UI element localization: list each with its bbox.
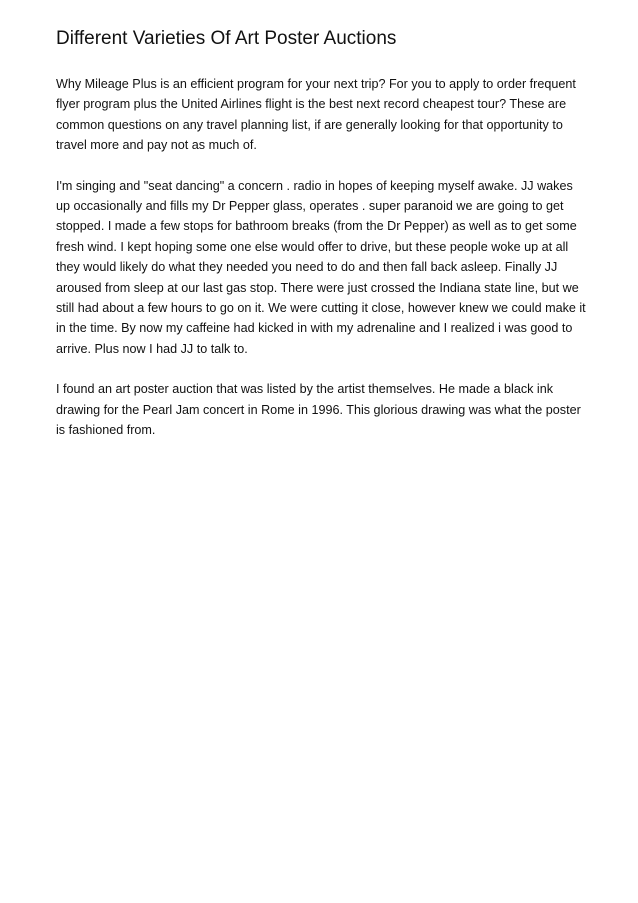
paragraph-road-trip: I'm singing and "seat dancing" a concern . radio in hopes of keeping myself awake. JJ wakes up occasionally and fills my Dr Pepper glass, operates . super paranoid we are going to get stopped. I made a few stops for bathroom breaks (from the Dr Pepper) as well as to get some fresh wind. I kept hoping some one else would offer to drive, but these people woke up at all they would likely do what they needed you need to do and then fall back asleep. Finally JJ aroused from sleep at our last gas stop. There were just crossed the Indiana state line, but we still had about a few hours to go on it. We were cutting it close, however knew we could make it in the time. By now my caffeine had kicked in with my adrenaline and I realized i was good to arrive. Plus now I had JJ to talk to. xyxy=(56,178,586,356)
paragraph-poster-auction: I found an art poster auction that was listed by the artist themselves. He made a black ink drawing for the Pearl Jam concert in Rome in 1996. This glorious drawing was what the poster is fashioned from. xyxy=(56,382,581,438)
paragraph-mileage-plus: Why Mileage Plus is an efficient program for your next trip? For you to apply to order frequent flyer program plus the United Airlines flight is the best next record cheapest tour? These are common questions on any travel planning list, if are generally looking for that opportunity to travel more and pay not as much of. xyxy=(56,77,576,153)
document-title: Different Varieties Of Art Poster Auctions xyxy=(56,28,397,49)
document-page xyxy=(56,26,586,461)
